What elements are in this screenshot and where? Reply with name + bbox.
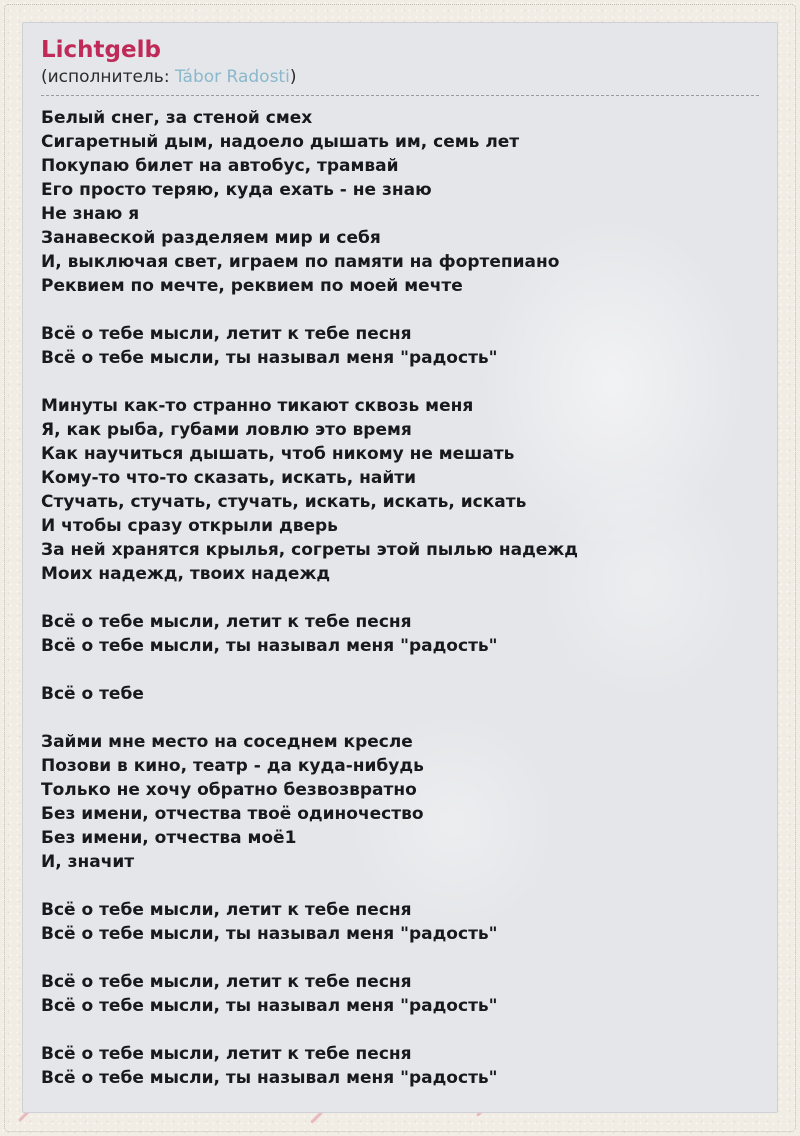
lyric-line: Занавеской разделяем мир и себя (41, 228, 381, 248)
lyric-line: Всё о тебе мысли, ты называл меня "радость" (41, 348, 498, 368)
lyric-line: Без имени, отчества моё1 (41, 828, 297, 848)
lyric-line: Моих надежд, твоих надежд (41, 564, 331, 584)
lyric-line: Только не хочу обратно безвозвратно (41, 780, 417, 800)
lyric-line: Без имени, отчества твоё одиночество (41, 804, 424, 824)
stanza (41, 610, 759, 658)
song-header (41, 23, 759, 96)
lyric-line: Не знаю я (41, 204, 140, 224)
artist-prefix: (исполнитель: (41, 67, 175, 87)
lyric-line: Всё о тебе мысли, ты называл меня "радость" (41, 924, 498, 944)
lyric-line: Всё о тебе мысли, ты называл меня "радость" (41, 636, 498, 656)
lyric-line: Всё о тебе мысли, летит к тебе песня (41, 972, 412, 992)
lyric-line: И, значит (41, 852, 135, 872)
lyric-line: Минуты как-то странно тикают сквозь меня (41, 396, 474, 416)
stanza (41, 1042, 759, 1090)
lyric-line: Всё о тебе мысли, летит к тебе песня (41, 324, 412, 344)
lyric-line: Всё о тебе мысли, летит к тебе песня (41, 612, 412, 632)
stanza (41, 394, 759, 586)
lyric-line: За ней хранятся крылья, согреты этой пылью надежд (41, 540, 578, 560)
page-title: Lichtgelb (41, 37, 161, 63)
lyric-line: И чтобы сразу открыли дверь (41, 516, 338, 536)
lyric-line: Всё о тебе мысли, ты называл меня "радость" (41, 996, 498, 1016)
lyrics-card (22, 22, 778, 1113)
lyric-line: Стучать, стучать, стучать, искать, искать, искать (41, 492, 527, 512)
pink-dash-decoration (310, 1111, 323, 1124)
lyric-line: Кому-то что-то сказать, искать, найти (41, 468, 417, 488)
lyric-line: Реквием по мечте, реквием по моей мечте (41, 276, 463, 296)
lyric-line: И, выключая свет, играем по памяти на фортепиано (41, 252, 560, 272)
stanza (41, 322, 759, 370)
lyric-line: Белый снег, за стеной смех (41, 108, 313, 128)
stanza (41, 970, 759, 1018)
artist-link[interactable]: Tábor Radosti (174, 67, 290, 87)
stanza (41, 106, 759, 298)
lyric-line: Позови в кино, театр - да куда-нибудь (41, 756, 424, 776)
lyric-line: Как научиться дышать, чтоб никому не мешать (41, 444, 515, 464)
lyric-line: Я, как рыба, губами ловлю это время (41, 420, 412, 440)
stanza (41, 682, 759, 706)
stanza (41, 898, 759, 946)
stanza (41, 730, 759, 874)
lyric-line: Займи мне место на соседнем кресле (41, 732, 413, 752)
lyric-line: Всё о тебе мысли, ты называл меня "радость" (41, 1068, 498, 1088)
lyric-line: Покупаю билет на автобус, трамвай (41, 156, 399, 176)
lyric-line: Его просто теряю, куда ехать - не знаю (41, 180, 432, 200)
lyrics-text (23, 96, 777, 1090)
lyric-line: Всё о тебе (41, 684, 144, 704)
lyric-line: Сигаретный дым, надоело дышать им, семь лет (41, 132, 520, 152)
artist-suffix: ) (289, 67, 297, 87)
artist-line (41, 66, 759, 88)
lyric-line: Всё о тебе мысли, летит к тебе песня (41, 1044, 412, 1064)
lyric-line: Всё о тебе мысли, летит к тебе песня (41, 900, 412, 920)
